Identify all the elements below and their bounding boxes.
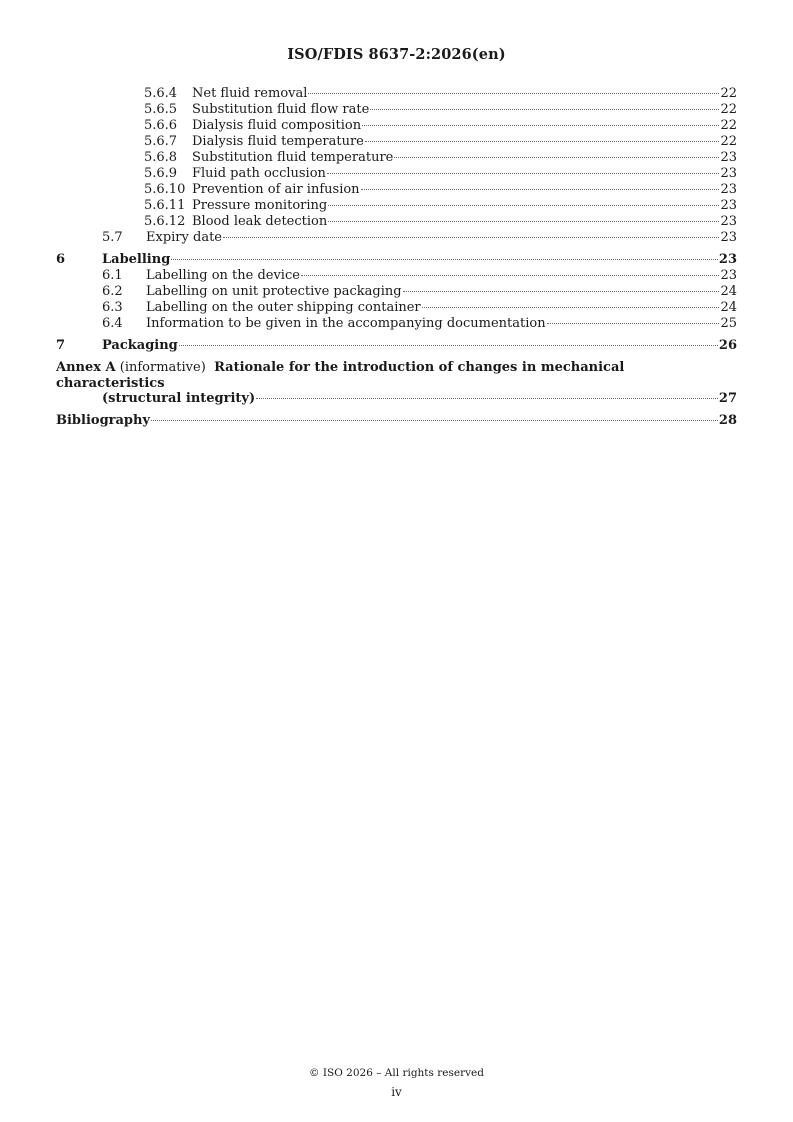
toc-page: 23 <box>720 198 737 213</box>
toc-entry-5-7[interactable] <box>56 230 737 246</box>
toc-title: Dialysis fluid temperature <box>192 134 364 149</box>
toc-entry-5-6-7[interactable] <box>56 134 737 150</box>
toc-entry-6-2[interactable] <box>56 284 737 300</box>
toc-page: 23 <box>720 230 737 245</box>
copyright-notice: © ISO 2026 – All rights reserved <box>309 1067 484 1079</box>
toc-title: Expiry date <box>146 230 222 245</box>
dot-leader <box>328 221 719 222</box>
page-number: iv <box>391 1085 402 1099</box>
toc-page: 22 <box>720 134 737 149</box>
toc-number: 7 <box>56 338 66 353</box>
toc-page: 24 <box>720 300 737 315</box>
toc-entry-5-6-10[interactable] <box>56 182 737 198</box>
toc-number: 5.6.5 <box>144 102 178 117</box>
toc-number: 5.7 <box>102 230 123 245</box>
dot-leader <box>394 157 719 158</box>
dot-leader <box>151 420 718 421</box>
toc-number: 5.6.7 <box>144 134 178 149</box>
toc-entry-5-6-6[interactable] <box>56 118 737 134</box>
dot-leader <box>327 173 720 174</box>
toc-number: 5.6.8 <box>144 150 178 165</box>
toc-page: 23 <box>718 252 737 267</box>
toc-page: 22 <box>720 118 737 133</box>
dot-leader <box>365 141 720 142</box>
toc-number: 6 <box>56 252 66 267</box>
toc-number: 6.2 <box>102 284 123 299</box>
toc-page: 28 <box>718 412 737 428</box>
annex-line-2 <box>56 391 737 407</box>
toc-entry-5-6-4[interactable] <box>56 86 737 102</box>
toc-title: Labelling <box>102 252 171 267</box>
toc-entry-5-6-8[interactable] <box>56 150 737 166</box>
toc-page: 23 <box>720 166 737 181</box>
toc-entry-7[interactable] <box>56 338 737 354</box>
toc-title: Fluid path occlusion <box>192 166 326 181</box>
toc-title: Blood leak detection <box>192 214 328 229</box>
toc-title: Dialysis fluid composition <box>192 118 362 133</box>
dot-leader <box>223 237 719 238</box>
dot-leader <box>328 205 719 206</box>
toc-title: Labelling on the outer shipping container <box>146 300 421 315</box>
annex-title-line-2: (structural integrity) <box>102 391 256 406</box>
toc-title: Substitution fluid temperature <box>192 150 394 165</box>
toc-entry-6-3[interactable] <box>56 300 737 316</box>
toc-number: 5.6.11 <box>144 198 186 213</box>
dot-leader <box>362 125 719 126</box>
toc-title: Substitution fluid flow rate <box>192 102 370 117</box>
toc-page: 24 <box>720 284 737 299</box>
toc-entry-6-1[interactable] <box>56 268 737 284</box>
toc-entry-6[interactable] <box>56 252 737 268</box>
dot-leader <box>361 189 720 190</box>
dot-leader <box>422 307 720 308</box>
annex-type: (informative) <box>119 360 206 375</box>
dot-leader <box>403 291 720 292</box>
toc-entry-6-4[interactable] <box>56 316 737 332</box>
dot-leader <box>256 398 718 399</box>
toc-entry-annex-a[interactable] <box>56 360 737 407</box>
toc-entry-5-6-12[interactable] <box>56 214 737 230</box>
toc-number: 6.4 <box>102 316 123 331</box>
annex-line-1 <box>56 360 737 391</box>
toc-page: 23 <box>720 214 737 229</box>
toc-page: 22 <box>720 102 737 117</box>
toc-entry-5-6-11[interactable] <box>56 198 737 214</box>
toc-title: Labelling on unit protective packaging <box>146 284 402 299</box>
toc-entry-bibliography[interactable] <box>56 413 737 429</box>
toc-number: 6.1 <box>102 268 123 283</box>
toc-title: Labelling on the device <box>146 268 300 283</box>
toc-entry-5-6-9[interactable] <box>56 166 737 182</box>
toc-title: Packaging <box>102 338 178 353</box>
toc-title: Bibliography <box>56 412 151 428</box>
toc-number: 5.6.4 <box>144 86 178 101</box>
dot-leader <box>179 345 718 346</box>
toc-number: 5.6.12 <box>144 214 186 229</box>
dot-leader <box>301 275 720 276</box>
annex-label: Annex A <box>56 360 116 375</box>
toc-number: 5.6.9 <box>144 166 178 181</box>
toc-number: 6.3 <box>102 300 123 315</box>
document-header: ISO/FDIS 8637-2:2026(en) <box>287 46 506 63</box>
annex-title-line-1: Rationale for the introduction of changes in mechanical characteristics <box>56 360 625 391</box>
toc-page: 22 <box>720 86 737 101</box>
page-footer <box>0 1066 793 1099</box>
dot-leader <box>370 109 719 110</box>
toc-page: 26 <box>718 338 737 353</box>
dot-leader <box>171 259 718 260</box>
table-of-contents <box>56 86 737 429</box>
toc-number: 5.6.10 <box>144 182 186 197</box>
toc-number: 5.6.6 <box>144 118 178 133</box>
toc-page: 23 <box>720 182 737 197</box>
toc-page: 27 <box>718 391 737 406</box>
toc-title: Net fluid removal <box>192 86 308 101</box>
toc-entry-5-6-5[interactable] <box>56 102 737 118</box>
dot-leader <box>547 323 720 324</box>
dot-leader <box>308 93 719 94</box>
toc-page: 23 <box>720 268 737 283</box>
toc-title: Pressure monitoring <box>192 198 328 213</box>
toc-title: Prevention of air infusion <box>192 182 360 197</box>
toc-page: 23 <box>720 150 737 165</box>
toc-title: Information to be given in the accompanying documentation <box>146 316 546 331</box>
toc-page: 25 <box>720 316 737 331</box>
